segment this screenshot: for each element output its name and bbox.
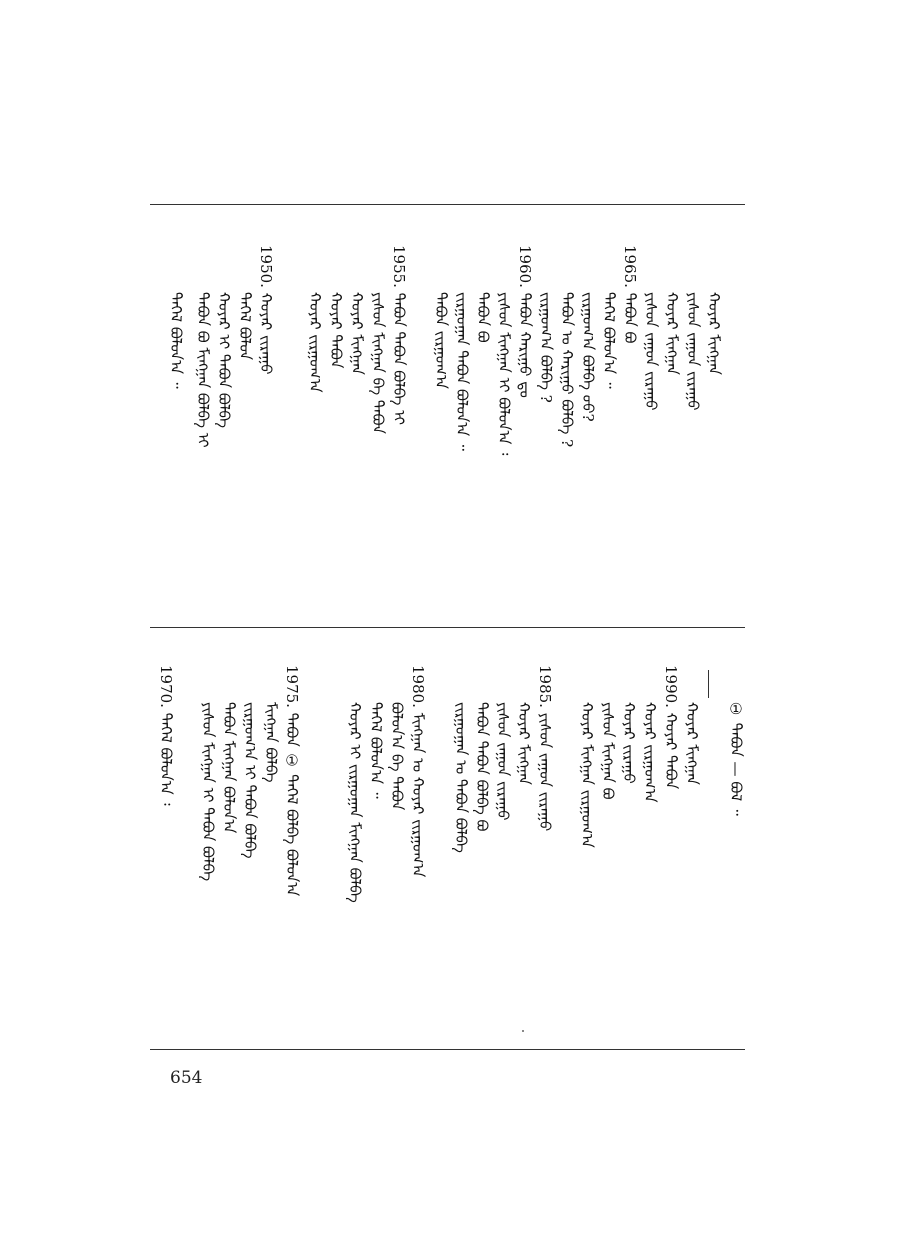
text-column: 1965. ᠳᠠᠪᠤᠨ ᠪᠣ bbox=[621, 245, 639, 344]
text-column: ᠮᠢᠩᠭ᠋ᠠᠨ ᠪᠣᠯᠪᠠ bbox=[262, 702, 280, 783]
text-column: ᠪᠣᠯᠤᠨ᠎ᠠ ᠪᠠ ᠲᠠᠪᠤᠨ bbox=[388, 702, 406, 811]
top-rule bbox=[150, 204, 745, 205]
text-column: ᠶᠢᠰᠦᠨ ᠵᠠᠭᠤᠨ ᠵᠢᠷᠠᠭᠤ bbox=[684, 292, 702, 411]
text-column: ᠵᠢᠷᠭᠤᠭ᠎ᠠ ᠪᠣᠯᠪᠠ ᠤᠤ? bbox=[579, 292, 597, 422]
text-column: ᠬᠣᠶᠠᠷ ᠮᠢᠩᠭ᠋ᠠᠨ ᠵᠢᠷᠭᠤᠭ᠎ᠠ bbox=[578, 702, 596, 848]
top-text-block bbox=[150, 240, 745, 510]
text-column: 1950. ᠬᠣᠶᠠᠷ ᠵᠢᠷᠠᠭᠤ bbox=[257, 245, 275, 375]
text-column: ᠳᠠᠪᠤᠨ ᠵᠢᠷᠭᠤᠭ᠎ᠠ bbox=[432, 292, 450, 389]
text-column: ᠬᠣᠶᠠᠷ ᠮᠢᠩᠭ᠋ᠠᠨ bbox=[348, 292, 366, 375]
text-column: ᠬᠣᠶᠠᠷ ᠢ ᠵᠢᠷᠭᠤᠭᠠᠨ ᠮᠢᠩᠭ᠋ᠠᠨ ᠪᠣᠯᠪᠠ bbox=[346, 702, 364, 903]
text-column: ᠲᠡᠭᠡᠯ ᠪᠣᠯᠤᠨ᠎ᠠ ᠃ bbox=[367, 702, 385, 799]
bottom-text-block bbox=[150, 660, 745, 920]
text-column: ᠵᠢᠷᠭᠤᠭᠠᠨ ᠤ ᠲᠠᠪᠤᠨ ᠪᠣᠯᠪᠠ bbox=[452, 702, 470, 853]
text-column: ᠲᠡᠭᠡᠯ ᠪᠣᠯᠤᠨ᠎ᠠ ᠃ bbox=[167, 292, 185, 389]
text-column: 1990. ᠬᠣᠶᠠᠷ ᠲᠠᠪᠤᠨ bbox=[662, 665, 680, 790]
footnote-column: ① ᠲᠠᠪᠤᠨ — ᠪᠣᠯ ᠃ bbox=[727, 700, 745, 816]
text-column: ᠬᠣᠶᠠᠷ ᠮᠢᠩᠭ᠋ᠠᠨ bbox=[515, 702, 533, 785]
text-column: 1985. ᠶᠢᠰᠦᠨ ᠵᠠᠭᠤᠨ ᠵᠢᠷᠠᠭᠤ bbox=[536, 665, 554, 832]
text-column: ᠬᠣᠶᠠᠷ ᠵᠢᠷᠭᠤᠭ᠎ᠠ bbox=[641, 702, 659, 803]
text-column: ᠶᠢᠰᠦᠨ ᠵᠠᠭᠤᠨ ᠵᠢᠷᠠᠭᠤ bbox=[642, 292, 660, 411]
text-column: 1980. ᠮᠢᠩᠭ᠋ᠠᠨ ᠤ ᠬᠣᠶᠠᠷ ᠵᠢᠷᠭᠤᠭ᠎ᠠ bbox=[409, 665, 427, 878]
text-column: ᠵᠢᠷᠭᠤᠭ᠎ᠠ ᠪᠣᠯᠪᠠ ? bbox=[537, 292, 555, 403]
text-column: 1975. ᠲᠠᠪᠤᠨ ① ᠲᠡᠭᠡᠯ ᠪᠣᠯᠪᠠ ᠪᠣᠯᠤᠨ᠎ᠠ bbox=[283, 665, 301, 897]
text-column: 1960. ᠲᠠᠪᠤᠨ ᠬᠠᠷᠢᠭᠤ ᠳᠤ bbox=[516, 245, 534, 398]
text-column: 1970. ᠲᠡᠭᠡᠯ ᠪᠣᠯᠤᠨ᠎ᠠ ᠄ bbox=[157, 665, 175, 806]
text-column: ᠲᠡᠭᠡᠯ ᠪᠣᠯᠤᠨ bbox=[236, 292, 254, 361]
text-column: ᠬᠣᠶᠠᠷ ᠵᠢᠷᠠᠭᠤ bbox=[620, 702, 638, 784]
scan-speck bbox=[522, 1030, 524, 1032]
text-column: ᠬᠣᠶᠠᠷ ᠮᠢᠩᠭ᠋ᠠᠨ bbox=[705, 292, 723, 375]
text-column: ᠶᠢᠰᠦᠨ ᠮᠢᠩᠭ᠋ᠠᠨ ᠪᠣ bbox=[599, 702, 617, 800]
text-column: 1955. ᠲᠠᠪᠤᠨ ᠲᠠᠪᠤᠨ ᠪᠣᠯᠪᠠ ᠢ bbox=[390, 245, 408, 426]
text-column: ᠶᠢᠰᠦᠨ ᠮᠢᠩᠭ᠋ᠠᠨ ᠢ ᠪᠣᠯᠤᠨ᠎ᠠ ᠄ bbox=[495, 292, 513, 456]
text-column: ᠬᠣᠶᠠᠷ ᠲᠠᠪᠤᠨ bbox=[327, 292, 345, 369]
text-column: ᠲᠠᠪᠤᠨ ᠲᠠᠪᠤᠨ ᠪᠣᠯᠪᠠ ᠪᠣ bbox=[473, 702, 491, 832]
bottom-rule bbox=[150, 1049, 745, 1050]
text-column: ᠵᠢᠷᠭᠤᠭ᠎ᠠ ᠢ ᠲᠠᠪᠤᠨ ᠪᠣᠯᠪᠠ bbox=[241, 702, 259, 859]
text-column: ᠲᠠᠪᠤᠨ ᠤ ᠬᠠᠷᠢᠭᠤ ᠪᠣᠯᠪᠠ ? bbox=[558, 292, 576, 448]
text-column: ᠬᠣᠶᠠᠷ ᠮᠢᠩᠭ᠋ᠠᠨ bbox=[663, 292, 681, 375]
text-column: ᠶᠢᠰᠦᠨ ᠵᠠᠭᠤᠨ ᠵᠢᠷᠠᠭᠤ bbox=[494, 702, 512, 821]
text-column: ᠲᠠᠪᠤᠨ ᠮᠢᠩᠭ᠋ᠠᠨ ᠪᠣᠯᠤᠨ᠎ᠠ bbox=[220, 702, 238, 834]
middle-rule bbox=[150, 627, 745, 628]
text-column: ᠬᠣᠶᠠᠷ ᠮᠢᠩᠭ᠋ᠠᠨ bbox=[683, 702, 701, 785]
text-column: ᠵᠢᠷᠭᠤᠭᠠᠨ ᠲᠠᠪᠤᠨ ᠪᠣᠯᠤᠨ᠎ᠠ ᠃ bbox=[453, 292, 471, 451]
page-number: 654 bbox=[170, 1068, 203, 1088]
text-column: ᠶᠢᠰᠦᠨ ᠮᠢᠩᠭ᠋ᠠᠨ ᠢ ᠲᠠᠪᠤᠨ ᠪᠣᠯᠪᠠ bbox=[199, 702, 217, 882]
text-column: ᠬᠣᠶᠠᠷ ᠵᠢᠷᠭᠤᠭ᠎ᠠ bbox=[306, 292, 324, 393]
text-column: ᠲᠡᠭᠡᠯ ᠪᠣᠯᠤᠨ᠎ᠠ ᠃ bbox=[600, 292, 618, 389]
text-column: ᠶᠢᠰᠦᠨ ᠮᠢᠩᠭ᠋ᠠᠨ ᠪᠠ ᠲᠠᠪᠤᠨ bbox=[369, 292, 387, 434]
text-column: ᠳᠠᠪᠤᠨ ᠪᠣ bbox=[474, 292, 492, 343]
text-column: ᠳᠠᠪᠤᠨ ᠪᠣ ᠮᠢᠩᠭ᠋ᠠᠨ ᠪᠣᠯᠪᠠ ᠢ bbox=[194, 292, 212, 448]
text-column: ᠬᠣᠶᠠᠷ ᠢ ᠲᠠᠪᠤᠨ ᠪᠣᠯᠪᠠ bbox=[215, 292, 233, 428]
